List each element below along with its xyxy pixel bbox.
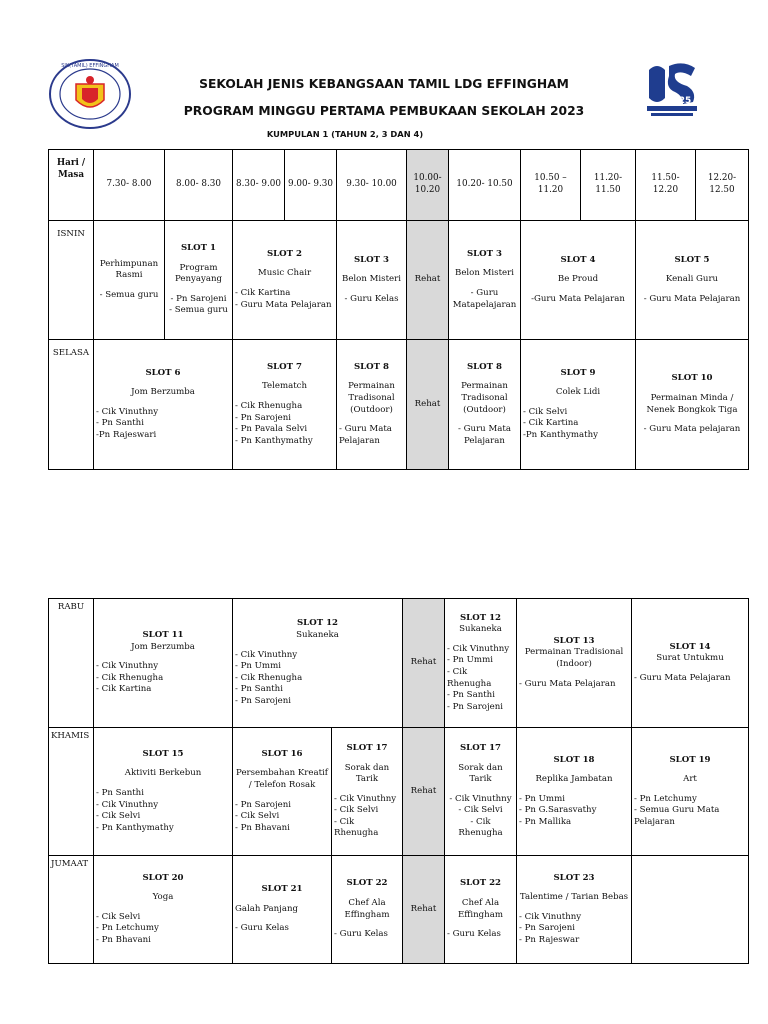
slot-cell [94,221,165,340]
teacher-line: - Pn Santhi [447,690,495,701]
activity-name: Music Chair [257,268,312,279]
slot-cell [337,221,407,340]
activity-name: Be Proud [557,274,599,285]
slot-cell [233,221,337,340]
teacher-line: - Pn Santhi [96,787,144,798]
teacher-line: - Pn G.Sarasvathy [519,805,597,816]
row-jumaat [49,856,749,964]
teacher-line: - Pn Rajeswar [519,934,580,945]
activity-name: Permainan Tradisional (Indoor) [524,647,624,669]
slot-cell [636,340,749,470]
teacher-line: - Guru Mata Pelajaran [458,424,511,446]
slot-cell [449,340,521,470]
slot-label: SLOT 21 [261,884,303,895]
teacher-line: - Pn Sarojeni [519,923,576,934]
teacher-line: - Cik Kartina [523,418,579,429]
header-cell-time: 11.50- 12.20 [636,150,696,221]
slot-label: SLOT 6 [145,367,181,378]
day-label: SELASA [49,340,94,470]
activity-name: Permainan Tradisonal (Outdoor) [348,381,395,415]
slot-cell [233,856,332,964]
slot-cell [337,340,407,470]
header-cell-time: 8.00- 8.30 [165,150,233,221]
header-cell-time: 9.00- 9.30 [285,150,337,221]
slot-label: SLOT 5 [674,254,710,265]
teacher-line: - Pn Pavala Selvi [235,424,308,435]
header-cell-time: 12.20- 12.50 [696,150,749,221]
slot-label: SLOT 7 [266,361,303,372]
teacher-line: - Pn Mallika [519,816,572,827]
teacher-line: - Pn Letchumy [96,923,159,934]
teacher-line: - Pn Ummi [235,661,281,672]
header-cell-day: Hari / Masa [49,150,94,221]
slot-label: SLOT 8 [466,361,503,372]
teacher-line: - Cik Selvi [96,911,141,922]
slot-cell [94,340,233,470]
teacher-line: - Cik Vinuthny [519,911,582,922]
rehat-cell: Rehat [403,599,445,728]
slot-label: SLOT 14 [669,641,711,652]
school-title: SEKOLAH JENIS KEBANGSAAN TAMIL LDG EFFINGHAM [199,77,569,91]
rehat-cell: Rehat [403,856,445,964]
teacher-line: - Guru Mata Pelajaran [634,672,731,683]
slot-label: SLOT 1 [180,243,217,254]
activity-name: Replika Jambatan [535,774,613,785]
activity-name: Perhimpunan Rasmi [99,258,159,281]
teacher-line: - Guru Matapelajaran [452,288,517,310]
header-cell-time: 9.30- 10.00 [337,150,407,221]
teacher-line: - Semua Guru Mata Pelajaran [634,805,720,827]
teacher-line: - Semua guru [169,305,228,316]
slot-cell [233,728,332,856]
teacher-line: - Guru Kelas [344,293,399,304]
teacher-line: - Cik Vinuthny [96,661,159,672]
teacher-line: - Cik Selvi [458,805,503,816]
teacher-line: - Pn Bhavani [235,822,290,833]
teacher-line: - Cik Vinuthny [235,649,298,660]
row-khamis [49,728,749,856]
teacher-line: - Cik Kartina [235,288,291,298]
teacher-line: - Pn Santhi [96,418,144,429]
activity-name: Galah Panjang [235,903,299,914]
slot-cell [445,599,517,728]
activity-name: Colek Lidi [555,387,601,398]
teacher-line: - Guru Mata Pelajaran [235,299,332,310]
header-cell-time: 10.50 – 11.20 [521,150,581,221]
slot-cell [445,856,517,964]
teacher-line: - Cik Selvi [523,406,568,417]
schedule-table-1 [48,149,749,470]
slot-cell [94,599,233,728]
slot-label: SLOT 3 [466,248,503,259]
slot-cell [521,340,636,470]
activity-name: Sukaneka [296,630,339,641]
row-isnin [49,221,749,340]
teacher-line: - Pn Sarojeni [447,701,504,712]
activity-name: Belon Misteri [342,274,401,285]
activity-name: Persembahan Kreatif / Telefon Rosak [236,768,328,790]
slot-label: SLOT 12 [459,612,502,623]
slot-cell [521,221,636,340]
teacher-line: - Pn Sarojeni [170,293,227,304]
activity-name: Sukaneka [459,624,502,635]
table-header-row [49,150,749,221]
activity-name: Art [683,774,697,785]
row-rabu [49,599,749,728]
slot-label: SLOT 12 [296,618,339,629]
slot-cell [517,728,632,856]
slot-cell [517,856,632,964]
teacher-line: - Guru Mata Pelajaran [339,424,392,446]
header-cell-time: 8.30- 9.00 [233,150,285,221]
rehat-cell: Rehat [407,221,449,340]
teacher-line: - Guru Kelas [334,929,388,940]
teacher-line: - Pn Kanthymathy [235,435,313,446]
activity-name: Sorak dan Tarik [458,762,503,785]
teacher-line: - Cik Vinuthny [334,793,397,804]
teacher-line: - Semua guru [99,289,159,300]
day-label: RABU [49,599,94,728]
header-cell-time: 10.20- 10.50 [449,150,521,221]
slot-label: SLOT 15 [142,748,184,759]
teacher-line: -Pn Rajeswari [96,429,157,440]
school-crest-logo [48,58,132,130]
day-label: JUMAAT [49,856,94,964]
teacher-line: - Guru Mata Pelajaran [643,293,741,304]
activity-name: Belon Misteri [455,268,514,279]
teacher-line: - Pn Kanthymathy [96,822,174,833]
teacher-line: - Guru Mata Pelajaran [519,678,616,689]
teacher-line: - Pn Sarojeni [235,695,292,706]
slot-label: SLOT 17 [346,742,388,753]
teacher-line: - Pn Santhi [235,684,283,695]
teacher-line: - Cik Rhenugha [96,672,164,683]
teacher-line: -Guru Mata Pelajaran [531,293,625,304]
slot-cell [632,728,749,856]
activity-name: Jom Berzumba [131,641,195,652]
teacher-line: -Pn Kanthymathy [523,429,598,440]
slot-cell [445,728,517,856]
activity-name: Sorak dan Tarik [344,762,390,785]
activity-name: Telematch [261,381,308,392]
activity-name: Program Penyayang [174,262,222,285]
teacher-line: - Pn Letchumy [634,793,697,804]
teacher-line: - Cik Rhenugha [235,672,303,683]
teacher-line: - Cik Vinuthny [449,793,512,804]
slot-cell [332,728,403,856]
rehat-cell: Rehat [407,340,449,470]
slot-label: SLOT 19 [669,754,711,765]
slot-cell [165,221,233,340]
header-cell-time-rehat: 10.00- 10.20 [407,150,449,221]
slot-label: SLOT 22 [459,878,502,889]
slot-label: SLOT 10 [671,373,713,384]
activity-name: Chef Ala Effingham [458,897,503,920]
slot-label: SLOT 18 [553,754,595,765]
teacher-line: - Cik Rhenugha [334,816,379,839]
anniversary-number: 25 [678,96,692,106]
teacher-line: - Cik Selvi [96,811,141,822]
group-subtitle: KUMPULAN 1 (TAHUN 2, 3 DAN 4) [266,129,424,139]
slot-label: SLOT 16 [261,748,303,759]
teacher-line: - Cik Vinuthny [447,643,510,654]
activity-name: Kenali Guru [665,274,719,285]
activity-name: Aktiviti Berkebun [124,768,202,779]
slot-label: SLOT 20 [142,872,184,883]
slot-cell [233,599,403,728]
schedule-table-2 [48,598,749,964]
teacher-line: - Cik Vinuthny [96,799,159,810]
day-label: KHAMIS [49,728,94,856]
logo-ring-text: SJK(TAMIL) EFFINGHAM [61,63,119,69]
teacher-line: - Cik Kartina [96,684,152,695]
slot-label: SLOT 2 [266,248,303,259]
slot-cell [632,599,749,728]
teacher-line: - Cik Vinuthny [96,406,159,417]
slot-label: SLOT 9 [560,367,596,378]
slot-cell [233,340,337,470]
teacher-line: - Guru Kelas [447,929,501,940]
slot-cell [636,221,749,340]
slot-cell [517,599,632,728]
row-selasa [49,340,749,470]
activity-name: Yoga [152,892,174,903]
teacher-line: - Pn Sarojeni [235,412,292,423]
teacher-line: - Pn Ummi [447,655,493,666]
slot-label: SLOT 8 [353,361,390,372]
empty-cell [632,856,749,964]
slot-label: SLOT 23 [553,872,595,883]
slot-cell [449,221,521,340]
activity-name: Chef Ala Effingham [344,897,390,920]
slot-label: SLOT 17 [459,742,502,753]
document-header [0,0,768,150]
slot-cell [94,856,233,964]
teacher-line: - Cik Rhenugha [447,667,492,689]
teacher-line: - Guru Kelas [235,923,289,934]
program-title: PROGRAM MINGGU PERTAMA PEMBUKAAN SEKOLAH 2023 [183,104,585,118]
slot-label: SLOT 3 [353,254,390,265]
activity-name: Jom Berzumba [131,387,195,398]
activity-name: Talentime / Tarian Bebas [519,892,629,903]
teacher-line: - Guru Mata pelajaran [643,424,741,435]
slot-label: SLOT 22 [346,878,388,889]
slot-label: SLOT 11 [142,630,184,641]
teacher-line: - Cik Rhenugha [458,816,503,839]
teacher-line: - Pn Ummi [519,793,565,804]
teacher-line: - Cik Rhenugha [235,400,303,411]
rehat-cell: Rehat [403,728,445,856]
teacher-line: - Cik Selvi [334,805,379,816]
slot-label: SLOT 4 [560,254,596,265]
slot-cell [332,856,403,964]
activity-name: Permainan Tradisonal (Outdoor) [461,381,508,415]
slot-cell [94,728,233,856]
teacher-line: - Cik Selvi [235,811,280,822]
day-label: ISNIN [49,221,94,340]
activity-name: Permainan Minda / Nenek Bongkok Tiga [646,392,738,415]
header-cell-time: 7.30- 8.00 [94,150,165,221]
activity-name: Surat Untukmu [656,653,724,664]
slot-label: SLOT 13 [553,635,595,646]
teacher-line: - Pn Sarojeni [235,799,292,810]
teacher-line: - Pn Bhavani [96,934,151,945]
header-cell-time: 11.20- 11.50 [581,150,636,221]
